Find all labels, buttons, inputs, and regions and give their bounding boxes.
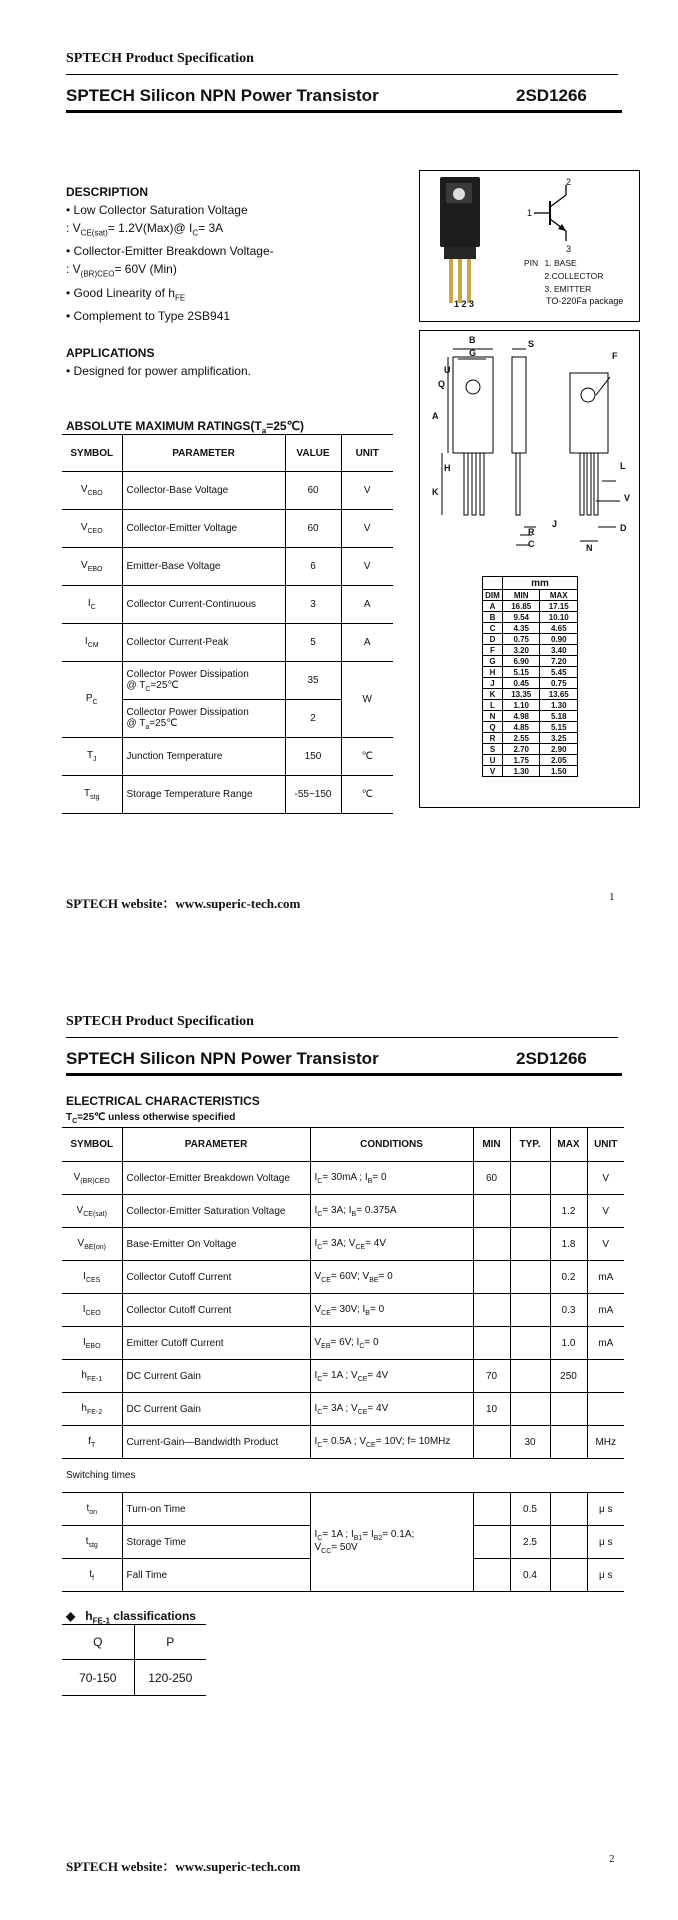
dim-max: 0.90 [540,634,578,645]
description-item: • Low Collector Saturation Voltage [66,203,248,217]
parameter-cell: Collector-Emitter Voltage [122,510,285,548]
typ-cell [510,1228,550,1261]
typ-cell [510,1327,550,1360]
dim-max: 5.45 [540,667,578,678]
unit-cell: V [341,510,393,548]
header-company: SPTECH Product Specification [66,1014,254,1029]
col-header: MIN [473,1128,510,1162]
pin-list: PIN 1. BASE 2.COLLECTOR 3. EMITTER [524,258,604,294]
col-header: TYP. [510,1128,550,1162]
description-item: • Good Linearity of $h_{FE}$ [66,285,186,303]
symbol-cell: $V_{CEO}$ [62,510,122,548]
unit-cell: μ s [587,1526,624,1559]
max-cell [550,1162,587,1195]
symbol-cell: $V_{CE(sat)}$ [62,1195,122,1228]
dim-letter: B [483,612,503,623]
header-title: SPTECH Silicon NPN Power Transistor [66,1049,379,1068]
max-cell: 250 [550,1360,587,1393]
dim-min: 2.70 [502,744,540,755]
parameter-cell: Storage Temperature Range [122,776,285,814]
package-name: TO-220Fa package [546,296,624,306]
dim-row [483,612,578,623]
unit-cell: A [341,586,393,624]
dim-label-l: L [620,461,626,471]
dim-label-g: G [469,348,477,358]
unit-cell: ℃ [341,738,393,776]
unit-cell: MHz [587,1426,624,1459]
col-header: SYMBOL [62,435,122,472]
col-header: VALUE [285,435,341,472]
unit-cell: mA [587,1327,624,1360]
table-row [62,1360,624,1393]
conditions-cell: $I_C= 30mA$ ; $I_B= 0$ [310,1162,473,1195]
typ-cell: 30 [510,1426,550,1459]
symbol-cell: $h_{FE-2}$ [62,1393,122,1426]
table-row [62,1493,624,1526]
class-p-range: 120-250 [134,1660,206,1696]
dim-min: 16.85 [502,601,540,612]
min-cell [473,1493,510,1526]
dim-row [483,634,578,645]
parameter-cell: Junction Temperature [122,738,285,776]
description-item: : $V_{(BR)CEO}= 60V$ (Min) [66,262,177,279]
symbol-cell: $t_f$ [62,1559,122,1592]
dim-letter: N [483,711,503,722]
min-cell [473,1559,510,1592]
parameter-cell: Emitter Cutoff Current [122,1327,310,1360]
col-header: MAX [540,590,578,601]
symbol-cell: $V_{EBO}$ [62,548,122,586]
dim-min: 6.90 [502,656,540,667]
dim-max: 1.50 [540,766,578,777]
dim-row [483,722,578,733]
header-title: SPTECH Silicon NPN Power Transistor [66,86,379,105]
description-item: • Collector-Emitter Breakdown Voltage- [66,244,274,259]
dim-max: 2.90 [540,744,578,755]
table-row [62,510,393,548]
dim-min: 0.45 [502,678,540,689]
value-cell: 60 [285,510,341,548]
col-header: PARAMETER [122,435,285,472]
symbol-cell: $T_J$ [62,738,122,776]
hfe-class-title: ◆ $h_{FE-1}$ classifications [66,1609,196,1626]
dimension-table [482,576,578,777]
table-header-row [62,435,393,472]
value-cell: 2 [285,700,341,738]
table-header-row [62,1128,624,1162]
dim-label-r: R [528,527,535,537]
table-row [62,1261,624,1294]
dim-letter: L [483,700,503,711]
switching-label-row [62,1459,624,1493]
min-cell [473,1426,510,1459]
col-header: DIM [483,590,503,601]
table-row [62,1162,624,1195]
description-item: : $V_{CE(sat)}=$ 1.2V(Max)@ $I_C= 3A$ [66,221,224,238]
dim-label-k: K [432,487,439,497]
max-cell [550,1493,587,1526]
symbol-cell: $I_{CM}$ [62,624,122,662]
header-thick-rule [66,1073,622,1076]
elec-rows [62,1162,624,1459]
unit-cell: ℃ [341,776,393,814]
symbol-cell: $V_{CBO}$ [62,472,122,510]
header-rule [66,74,618,75]
table-row [62,776,393,814]
dim-letter: V [483,766,503,777]
dim-letter: J [483,678,503,689]
min-cell [473,1526,510,1559]
table-row [62,1426,624,1459]
lead-labels: 1 2 3 [454,299,475,309]
col-header: UNIT [587,1128,624,1162]
dim-min: 3.20 [502,645,540,656]
unit-cell [587,1360,624,1393]
dim-max: 5.15 [540,722,578,733]
table-row [62,1195,624,1228]
description-list [66,201,274,325]
conditions-cell: $I_C= 3A$; $I_B= 0.375A$ [310,1195,473,1228]
min-cell: 70 [473,1360,510,1393]
dim-min: 4.98 [502,711,540,722]
dim-label-a: A [432,411,439,421]
header-part-number: 2SD1266 [516,86,587,105]
unit-cell: V [341,548,393,586]
conditions-cell: $I_C= 0.5A$ ; $V_{CE}= 10V$; f= 10MHz [310,1426,473,1459]
table-row [62,1294,624,1327]
unit-cell: V [341,472,393,510]
dim-label-f: F [612,351,618,361]
parameter-cell: Emitter-Base Voltage [122,548,285,586]
symbol-cell: $t_{on}$ [62,1493,122,1526]
symbol-cell: $h_{FE-1}$ [62,1360,122,1393]
dim-letter: G [483,656,503,667]
conditions-cell: $I_C= 1A$ ; $V_{CE}= 4V$ [310,1360,473,1393]
max-cell [550,1559,587,1592]
parameter-cell: Collector-Emitter Saturation Voltage [122,1195,310,1228]
min-cell: 60 [473,1162,510,1195]
col-header: MIN [502,590,540,601]
elec-conditions-note: $T_C=25℃$ unless otherwise specified [66,1112,236,1125]
min-cell [473,1195,510,1228]
parameter-cell: Collector Power Dissipation @ $T_C=25℃$ [122,662,285,700]
dim-row [483,733,578,744]
dim-max: 4.65 [540,623,578,634]
table-row [62,662,393,700]
min-cell [473,1327,510,1360]
parameter-cell: Collector Power Dissipation @ $T_a=25℃$ [122,700,285,738]
typ-cell [510,1294,550,1327]
class-q-range: 70-150 [62,1660,134,1696]
typ-cell: 0.4 [510,1559,550,1592]
conditions-cell: $V_{CE}= 30V$; $I_B= 0$ [310,1294,473,1327]
unit-cell [587,1393,624,1426]
table-row [62,1228,624,1261]
dim-letter: A [483,601,503,612]
symbol-cell: $T_{stg}$ [62,776,122,814]
col-header: MAX [550,1128,587,1162]
typ-cell [510,1195,550,1228]
dim-max: 7.20 [540,656,578,667]
table-row [62,1327,624,1360]
parameter-cell: Collector Current-Continuous [122,586,285,624]
col-header: CONDITIONS [310,1128,473,1162]
col-header: UNIT [341,435,393,472]
diamond-bullet-icon: ◆ [66,1609,76,1623]
npn-symbol-icon [520,179,590,259]
table-row [62,738,393,776]
table-row [62,1660,206,1696]
dim-max: 17.15 [540,601,578,612]
class-q-header: Q [62,1625,134,1660]
package-pinout-box [419,170,640,322]
dim-min: 2.55 [502,733,540,744]
conditions-cell: $I_C= 3A$ ; $V_{CE}= 4V$ [310,1393,473,1426]
electrical-table [62,1127,624,1592]
max-cell: 1.0 [550,1327,587,1360]
page-number: 1 [609,891,615,903]
min-cell [473,1294,510,1327]
hfe-class-table [62,1624,206,1696]
conditions-cell: $V_{CE}= 60V$; $V_{BE}= 0$ [310,1261,473,1294]
dim-letter: R [483,733,503,744]
header-thick-rule [66,110,622,113]
terminal-label-3: 3 [566,244,572,254]
dim-label-h: H [444,463,451,473]
dim-min: 1.75 [502,755,540,766]
typ-cell [510,1360,550,1393]
terminal-label-1: 1 [527,208,533,218]
dim-row [483,645,578,656]
dim-max: 13.65 [540,689,578,700]
min-cell [473,1261,510,1294]
unit-cell: V [587,1162,624,1195]
unit-cell: V [587,1195,624,1228]
table-header-row [62,1625,206,1660]
dim-min: 1.10 [502,700,540,711]
parameter-cell: Collector-Base Voltage [122,472,285,510]
min-cell: 10 [473,1393,510,1426]
dim-letter: K [483,689,503,700]
dim-letter: S [483,744,503,755]
typ-cell: 0.5 [510,1493,550,1526]
unit-cell: V [587,1228,624,1261]
dim-letter: Q [483,722,503,733]
symbol-cell: $I_{CES}$ [62,1261,122,1294]
dim-row [483,601,578,612]
max-cell: 1.8 [550,1228,587,1261]
parameter-cell: Turn-on Time [122,1493,310,1526]
dim-min: 13.35 [502,689,540,700]
typ-cell [510,1162,550,1195]
dim-max: 5.18 [540,711,578,722]
dim-max: 10.10 [540,612,578,623]
terminal-label-2: 2 [566,177,572,187]
dim-row [483,689,578,700]
dim-row [483,755,578,766]
dim-label-n: N [586,543,593,553]
dim-rows [483,601,578,777]
description-title: DESCRIPTION [66,185,149,199]
footer-website: SPTECH website：www.superic-tech.com [66,1859,301,1874]
value-cell: 60 [285,472,341,510]
unit-cell: A [341,624,393,662]
dim-label-c: C [528,539,535,549]
symbol-cell: $I_{CEO}$ [62,1294,122,1327]
typ-cell [510,1261,550,1294]
max-cell [550,1426,587,1459]
dim-label-b: B [469,335,476,345]
unit-cell: mA [587,1261,624,1294]
value-cell: 35 [285,662,341,700]
value-cell: 3 [285,586,341,624]
class-p-header: P [134,1625,206,1660]
dim-label-j: J [552,519,558,529]
value-cell: 5 [285,624,341,662]
dim-row [483,623,578,634]
dim-label-v: V [624,493,631,503]
header-company: SPTECH Product Specification [66,51,254,66]
dim-row [483,700,578,711]
dim-min: 9.54 [502,612,540,623]
symbol-cell: $V_{(BR)CEO}$ [62,1162,122,1195]
parameter-cell: Collector Cutoff Current [122,1261,310,1294]
dim-min: 4.85 [502,722,540,733]
dim-header-row [483,590,578,601]
dim-label-s: S [528,339,535,349]
description-item: • Complement to Type 2SB941 [66,309,231,324]
unit-cell: μ s [587,1493,624,1526]
symbol-cell: $I_C$ [62,586,122,624]
conditions-cell: $V_{EB}= 6V$; $I_C= 0$ [310,1327,473,1360]
max-cell: 1.2 [550,1195,587,1228]
dim-min: 5.15 [502,667,540,678]
symbol-cell: $I_{EBO}$ [62,1327,122,1360]
abs-max-table [62,434,393,814]
max-cell [550,1526,587,1559]
applications-title: APPLICATIONS [66,346,155,360]
max-cell: 0.2 [550,1261,587,1294]
dim-label-q: Q [438,379,446,389]
dim-row [483,667,578,678]
min-cell [473,1228,510,1261]
dim-row [483,766,578,777]
dim-unit-row [483,577,578,590]
col-header: SYMBOL [62,1128,122,1162]
dim-min: 4.35 [502,623,540,634]
dim-max: 3.40 [540,645,578,656]
footer-website: SPTECH website：www.superic-tech.com [66,896,301,911]
parameter-cell: Collector-Emitter Breakdown Voltage [122,1162,310,1195]
symbol-cell: $P_C$ [62,662,122,738]
conditions-cell: $I_C= 1A$ ; $I_{B1}= I_{B2}= 0.1A$; $V_{CC}= 50V$ [310,1493,473,1592]
dim-row [483,678,578,689]
parameter-cell: Storage Time [122,1526,310,1559]
dim-label-u: U [444,365,451,375]
dim-unit: mm [502,577,577,590]
parameter-cell: Collector Cutoff Current [122,1294,310,1327]
abs-max-title: ABSOLUTE MAXIMUM $RATINGS(T_a=25℃)$ [66,419,305,436]
conditions-cell: $I_C= 3A$; $V_{CE}= 4V$ [310,1228,473,1261]
page-number: 2 [609,1853,615,1865]
parameter-cell: DC Current Gain [122,1360,310,1393]
header-part-number: 2SD1266 [516,1049,587,1068]
dim-letter: F [483,645,503,656]
max-cell: 0.3 [550,1294,587,1327]
table-row [62,1393,624,1426]
dim-label-d: D [620,523,627,533]
dim-letter: C [483,623,503,634]
dim-max: 0.75 [540,678,578,689]
symbol-cell: $f_T$ [62,1426,122,1459]
switching-times-label: Switching times [62,1459,624,1493]
symbol-cell: $V_{BE(on)}$ [62,1228,122,1261]
parameter-cell: Current-Gain—Bandwidth Product [122,1426,310,1459]
dim-max: 3.25 [540,733,578,744]
symbol-cell: $t_{stg}$ [62,1526,122,1559]
unit-cell: W [341,662,393,738]
table-row [62,624,393,662]
max-cell [550,1393,587,1426]
parameter-cell: Base-Emitter On Voltage [122,1228,310,1261]
value-cell: -55~150 [285,776,341,814]
dim-min: 1.30 [502,766,540,777]
parameter-cell: Fall Time [122,1559,310,1592]
parameter-cell: Collector Current-Peak [122,624,285,662]
typ-cell [510,1393,550,1426]
elec-title: ELECTRICAL CHARACTERISTICS [66,1094,260,1108]
dim-row [483,656,578,667]
dim-min: 0.75 [502,634,540,645]
parameter-cell: DC Current Gain [122,1393,310,1426]
dim-letter: H [483,667,503,678]
outline-drawing-box [419,330,640,808]
typ-cell: 2.5 [510,1526,550,1559]
unit-cell: μ s [587,1559,624,1592]
value-cell: 150 [285,738,341,776]
dim-max: 2.05 [540,755,578,766]
col-header: PARAMETER [122,1128,310,1162]
dim-letter: D [483,634,503,645]
unit-cell: mA [587,1294,624,1327]
dim-letter: U [483,755,503,766]
table-row [62,586,393,624]
dim-row [483,744,578,755]
table-row [62,472,393,510]
dim-row [483,711,578,722]
value-cell: 6 [285,548,341,586]
dim-max: 1.30 [540,700,578,711]
applications-item: • Designed for power amplification. [66,364,251,378]
table-row [62,548,393,586]
header-rule [66,1037,618,1038]
